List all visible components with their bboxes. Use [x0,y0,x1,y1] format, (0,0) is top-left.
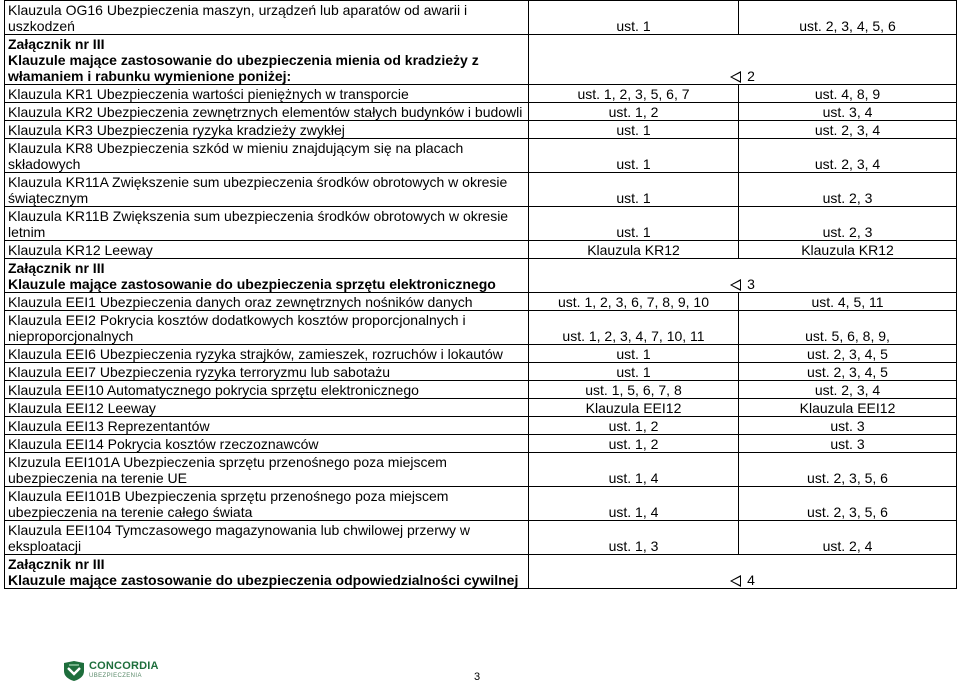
clause-name: Klauzula EEI10 Automatycznego pokrycia sprzętu elektronicznego [5,381,529,399]
excluded-sections: ust. 5, 6, 8, 9, [739,311,957,345]
excluded-sections: ust. 3 [739,417,957,435]
applicable-sections: ust. 1 [529,1,739,35]
clause-name: Klauzula OG16 Ubezpieczenia maszyn, urządzeń lub aparatów od awarii i uszkodzeń [5,1,529,35]
comment-marker-icon [730,279,741,291]
excluded-sections: ust. 2, 4 [739,521,957,555]
clauses-table [4,0,957,589]
clause-name: Klauzula KR11B Zwiększenia sum ubezpieczenia środków obrotowych w okresie letnim [5,207,529,241]
excluded-sections: ust. 2, 3, 4 [739,381,957,399]
company-logo [63,660,159,682]
annex-label: Załącznik nr III [8,260,105,276]
clause-name: Klauzula KR12 Leeway [5,241,529,259]
clause-name: Klauzula EEI14 Pokrycia kosztów rzeczoznawców [5,435,529,453]
logo-name: CONCORDIA [89,660,159,672]
annex-number: 2 [747,68,755,84]
applicable-sections: ust. 1 [529,121,739,139]
clause-row [5,399,957,417]
applicable-sections: ust. 1, 2 [529,103,739,121]
annex-header-cell [5,555,529,589]
clause-row [5,103,957,121]
annex-title: Klauzule mające zastosowanie do ubezpieczenia sprzętu elektronicznego [8,276,496,292]
excluded-sections: Klauzula KR12 [739,241,957,259]
applicable-sections: ust. 1 [529,139,739,173]
clause-row [5,311,957,345]
excluded-sections: ust. 2, 3, 4 [739,139,957,173]
clause-name: Klauzula KR8 Ubezpieczenia szkód w mieniu znajdującym się na placach składowych [5,139,529,173]
annex-number: 3 [747,276,755,292]
clause-row [5,241,957,259]
clause-row [5,121,957,139]
clause-row [5,173,957,207]
applicable-sections: ust. 1 [529,207,739,241]
excluded-sections: ust. 4, 8, 9 [739,85,957,103]
clause-name: Klzuzula EEI101A Ubezpieczenia sprzętu przenośnego poza miejscem ubezpieczenia na terenie UE [5,453,529,487]
concordia-logo-icon [63,660,85,682]
applicable-sections: ust. 1, 2, 3, 4, 7, 10, 11 [529,311,739,345]
clause-name: Klauzula EEI6 Ubezpieczenia ryzyka strajków, zamieszek, rozruchów i lokautów [5,345,529,363]
excluded-sections: ust. 2, 3, 5, 6 [739,453,957,487]
clause-name: Klauzula EEI2 Pokrycia kosztów dodatkowych kosztów proporcjonalnych i nieproporcjonalnych [5,311,529,345]
applicable-sections: ust. 1 [529,363,739,381]
applicable-sections: Klauzula KR12 [529,241,739,259]
page-footer [0,650,960,687]
clause-row [5,453,957,487]
clause-name: Klauzula KR2 Ubezpieczenia zewnętrznych elementów stałych budynków i budowli [5,103,529,121]
annex-number-cell [529,35,957,85]
logo-subtitle: UBEZPIECZENIA [89,673,142,679]
excluded-sections: ust. 3, 4 [739,103,957,121]
annex-number: 4 [747,572,755,588]
excluded-sections: ust. 2, 3, 4, 5 [739,363,957,381]
excluded-sections: ust. 3 [739,435,957,453]
clause-name: Klauzula EEI12 Leeway [5,399,529,417]
applicable-sections: ust. 1 [529,173,739,207]
clause-name: Klauzula EEI1 Ubezpieczenia danych oraz zewnętrznych nośników danych [5,293,529,311]
annex-label: Załącznik nr III [8,36,105,52]
clause-row [5,435,957,453]
clauses-table-body [5,1,957,589]
excluded-sections: ust. 2, 3, 4, 5 [739,345,957,363]
excluded-sections: ust. 2, 3, 4 [739,121,957,139]
annex-header-row [5,259,957,293]
clause-row [5,85,957,103]
annex-header-cell [5,259,529,293]
annex-number-cell [529,555,957,589]
clause-row [5,417,957,435]
applicable-sections: ust. 1, 2, 3, 5, 6, 7 [529,85,739,103]
clause-row [5,1,957,35]
excluded-sections: ust. 2, 3 [739,207,957,241]
applicable-sections: ust. 1, 4 [529,487,739,521]
clause-row [5,207,957,241]
applicable-sections: ust. 1 [529,345,739,363]
annex-label: Załącznik nr III [8,556,105,572]
clause-name: Klauzula EEI7 Ubezpieczenia ryzyka terroryzmu lub sabotażu [5,363,529,381]
clause-name: Klauzula KR3 Ubezpieczenia ryzyka kradzieży zwykłej [5,121,529,139]
clause-name: Klauzula EEI101B Ubezpieczenia sprzętu przenośnego poza miejscem ubezpieczenia na terenie całego świata [5,487,529,521]
excluded-sections: ust. 4, 5, 11 [739,293,957,311]
applicable-sections: ust. 1, 5, 6, 7, 8 [529,381,739,399]
clause-name: Klauzula EEI13 Reprezentantów [5,417,529,435]
clause-row [5,139,957,173]
comment-marker-icon [730,71,741,83]
excluded-sections: ust. 2, 3, 4, 5, 6 [739,1,957,35]
page-number: 3 [474,671,481,683]
applicable-sections: ust. 1, 2 [529,435,739,453]
applicable-sections: ust. 1, 2, 3, 6, 7, 8, 9, 10 [529,293,739,311]
annex-title: Klauzule mające zastosowanie do ubezpieczenia odpowiedzialności cywilnej [8,572,519,588]
clause-name: Klauzula KR1 Ubezpieczenia wartości pieniężnych w transporcie [5,85,529,103]
applicable-sections: ust. 1, 4 [529,453,739,487]
clause-row [5,293,957,311]
clause-name: Klauzula EEI104 Tymczasowego magazynowania lub chwilowej przerwy w eksploatacji [5,521,529,555]
applicable-sections: ust. 1, 3 [529,521,739,555]
excluded-sections: ust. 2, 3, 5, 6 [739,487,957,521]
clause-row [5,521,957,555]
annex-number-cell [529,259,957,293]
clause-row [5,363,957,381]
excluded-sections: Klauzula EEI12 [739,399,957,417]
annex-header-row [5,555,957,589]
clause-row [5,487,957,521]
clause-row [5,345,957,363]
comment-marker-icon [730,575,741,587]
annex-header-row [5,35,957,85]
clause-row [5,381,957,399]
clause-name: Klauzula KR11A Zwiększenie sum ubezpieczenia środków obrotowych w okresie świątecznym [5,173,529,207]
applicable-sections: Klauzula EEI12 [529,399,739,417]
applicable-sections: ust. 1, 2 [529,417,739,435]
annex-title: Klauzule mające zastosowanie do ubezpieczenia mienia od kradzieży z włamaniem i rabunku wymienione poniżej: [8,52,479,84]
excluded-sections: ust. 2, 3 [739,173,957,207]
annex-header-cell [5,35,529,85]
